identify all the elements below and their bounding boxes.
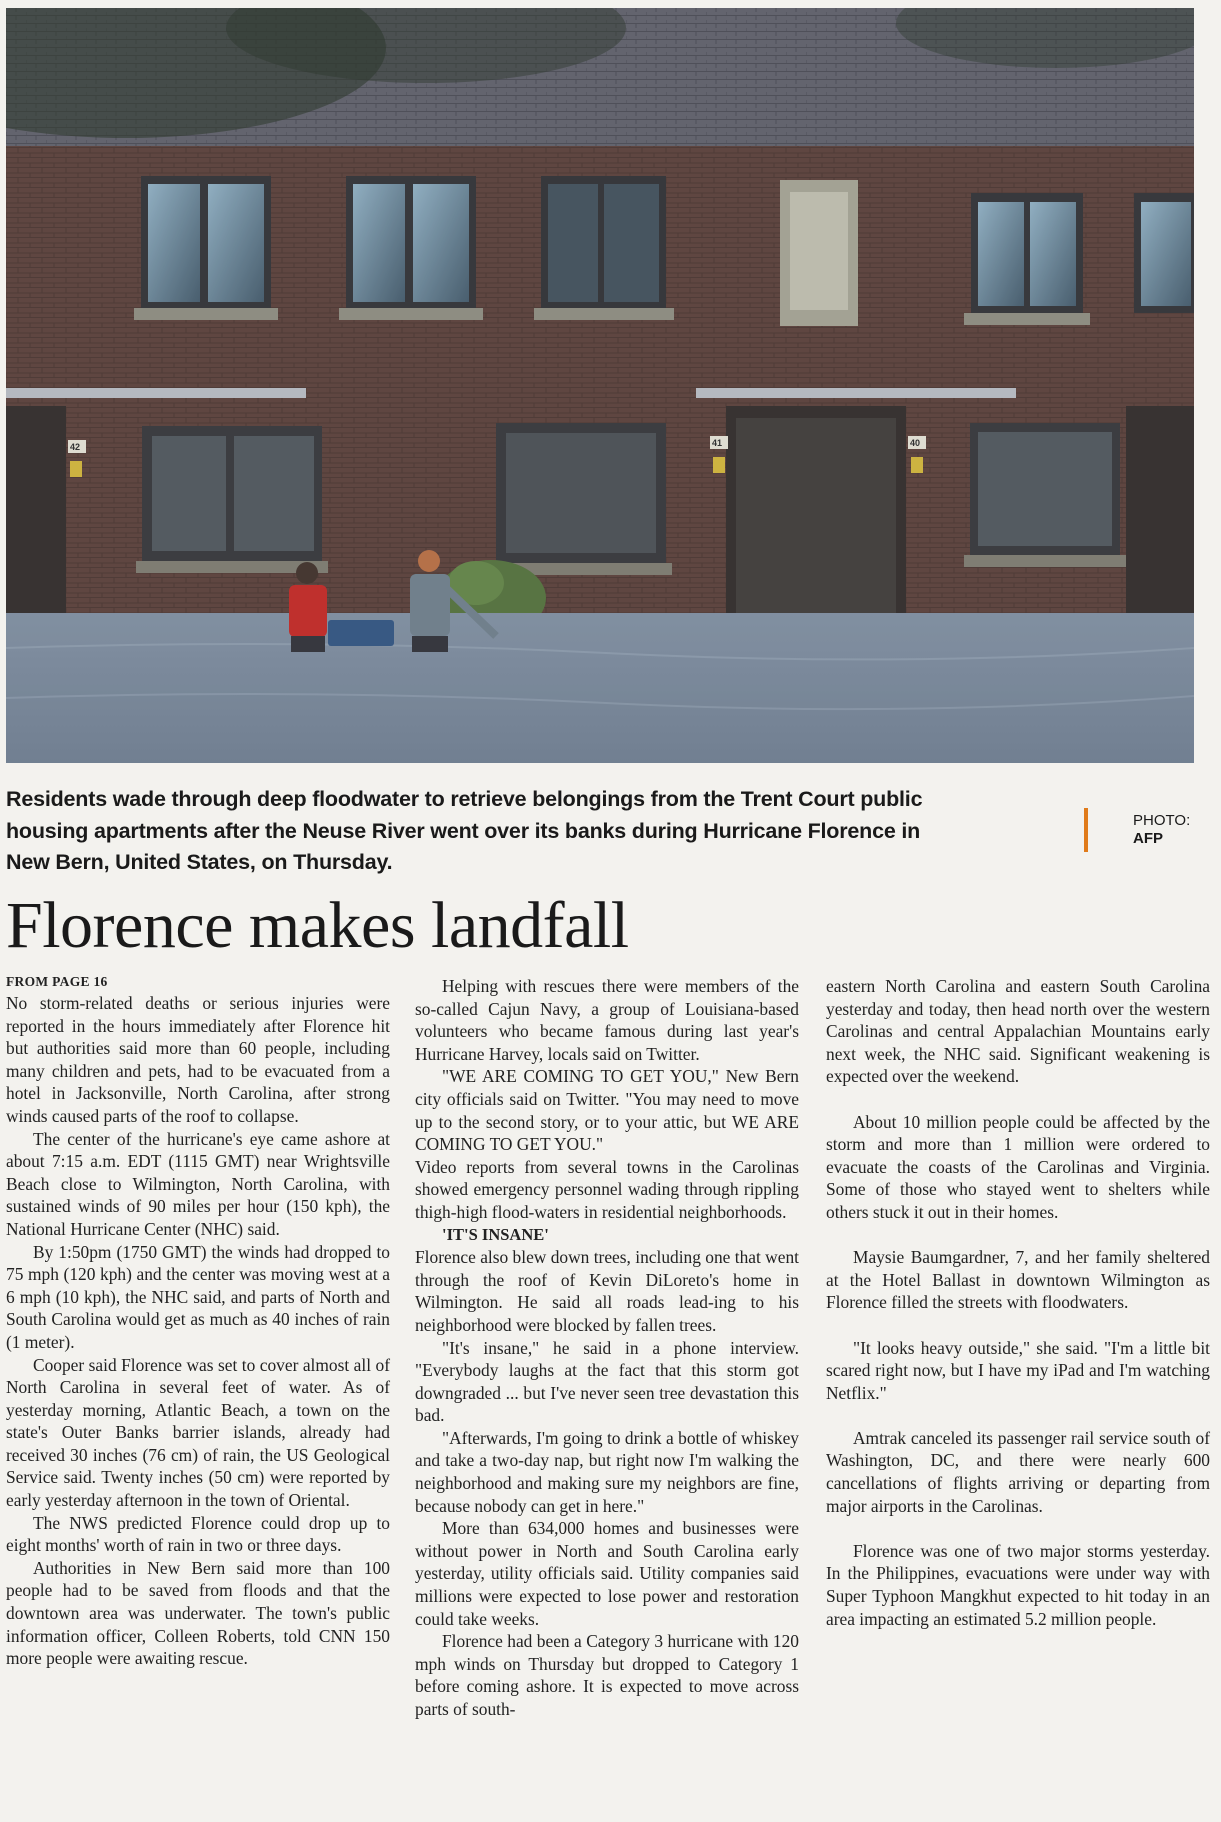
paragraph: The center of the hurricane's eye came ashore at about 7:15 a.m. EDT (1115 GMT) near Wrightsville Beach close to Wilmington, North Carolina, with sustained winds of 90 miles per hour (150 kph), the National Hurricane Center (NHC) said. <box>6 1128 390 1239</box>
jump-line: FROM PAGE 16 <box>6 974 108 989</box>
photo-credit <box>1133 812 1190 848</box>
photo-caption: Residents wade through deep floodwater to retrieve belongings from the Trent Court public housing apartments after the Neuse River went over its banks during Hurricane Florence in New Bern, United States, on Thursday. <box>6 787 923 874</box>
paragraph: eastern North Carolina and eastern South Carolina yesterday and today, then head north over the western Carolinas and central Appalachian Mountains early next week, the NHC said. Significant weakening is expected over the weekend. <box>826 976 1210 1087</box>
paragraph: No storm-related deaths or serious injuries were reported in the hours immediately after Florence hit but authorities said more than 60 people, including many children and pets, had to be evacuated from a hotel in Jacksonville, North Carolina, after strong winds caused parts of the roof to collapse. <box>6 993 390 1126</box>
article-column-3 <box>826 975 1210 1630</box>
photo-credit-source: AFP <box>1133 830 1163 847</box>
svg-text:40: 40 <box>910 438 921 448</box>
paragraph: Maysie Baumgardner, 7, and her family sheltered at the Hotel Ballast in downtown Wilmington as Florence filled the streets with floodwaters. <box>826 1247 1210 1313</box>
paragraph: "It looks heavy outside," she said. "I'm a little bit scared right now, but I have my iPad and I'm watching Netflix." <box>826 1337 1210 1403</box>
credit-divider <box>1084 808 1088 852</box>
svg-text:42: 42 <box>70 442 81 452</box>
paragraph: Florence also blew down trees, including one that went through the roof of Kevin DiLoreto's home in Wilmington. He said all roads lead-ing to his neighborhood were blocked by fallen trees. <box>415 1247 799 1335</box>
paragraph: Florence had been a Category 3 hurricane with 120 mph winds on Thursday but dropped to Category 1 before coming ashore. It is expected to move across parts of south- <box>415 1631 799 1719</box>
paragraph: By 1:50pm (1750 GMT) the winds had dropped to 75 mph (120 kph) and the center was moving west at a 6 mph (10 kph), the NHC said, and parts of North and South Carolina would get as much as 40 inches of rain (1 meter). <box>6 1241 390 1352</box>
paragraph: Video reports from several towns in the Carolinas showed emergency personnel wading through rippling thigh-high flood-waters in residential neighborhoods. <box>415 1156 799 1222</box>
paragraph: More than 634,000 homes and businesses were without power in North and South Carolina early yesterday, utility officials said. Utility companies said millions were expected to lose power and restoration could take weeks. <box>415 1518 799 1629</box>
article-column-1 <box>6 972 390 1670</box>
paragraph: Amtrak canceled its passenger rail service south of Washington, DC, and there were nearly 600 cancellations of flights arriving or departing from major airports in the Carolinas. <box>826 1427 1210 1516</box>
paragraph: Cooper said Florence was set to cover almost all of North Carolina in several feet of water. As of yesterday morning, Atlantic Beach, a town on the state's Outer Banks barrier islands, already had received 30 inches (76 cm) of rain, the US Geological Service said. Twenty inches (50 cm) were reported by early yesterday afternoon in the town of Oriental. <box>6 1354 390 1511</box>
paragraph: "Afterwards, I'm going to drink a bottle of whiskey and take a two-day nap, but right now I'm walking the neighborhood and making sure my neighbors are fine, because nobody can get in here." <box>415 1427 799 1516</box>
paragraph: Florence was one of two major storms yesterday. In the Philippines, evacuations were under way with Super Typhoon Mangkhut expected to hit today in an area impacting an estimated 5.2 million people. <box>826 1540 1210 1629</box>
flood-photo-illustration <box>6 8 1194 763</box>
svg-text:41: 41 <box>712 438 723 448</box>
paragraph: "WE ARE COMING TO GET YOU," New Bern city officials said on Twitter. "You may need to move up to the second story, or to your attic, but WE ARE COMING TO GET YOU." <box>415 1066 799 1155</box>
paragraph: Authorities in New Bern said more than 100 people had to be saved from floods and that the downtown area was underwater. The town's public information officer, Colleen Roberts, told CNN 150 more people were awaiting rescue. <box>6 1557 390 1669</box>
paragraph: The NWS predicted Florence could drop up to eight months' worth of rain in two or three days. <box>6 1512 390 1556</box>
photo-credit-label: PHOTO: <box>1133 812 1191 829</box>
article-headline: Florence makes landfall <box>6 889 629 962</box>
paragraph: "It's insane," he said in a phone interview. "Everybody laughs at the fact that this storm got downgraded ... but I've never seen tree devastation this bad. <box>415 1337 799 1426</box>
subheading: 'IT'S INSANE' <box>442 1224 549 1244</box>
paragraph: Helping with rescues there were members of the so-called Cajun Navy, a group of Louisiana-based volunteers who became famous during last year's Hurricane Harvey, locals said on Twitter. <box>415 976 799 1064</box>
flood-photo <box>6 8 1194 763</box>
article-column-2 <box>415 975 799 1721</box>
paragraph: About 10 million people could be affected by the storm and more than 1 million were ordered to evacuate the coasts of the Carolinas and Virginia. Some of those who stayed went to shelters while others stuck it out in their homes. <box>826 1111 1210 1222</box>
